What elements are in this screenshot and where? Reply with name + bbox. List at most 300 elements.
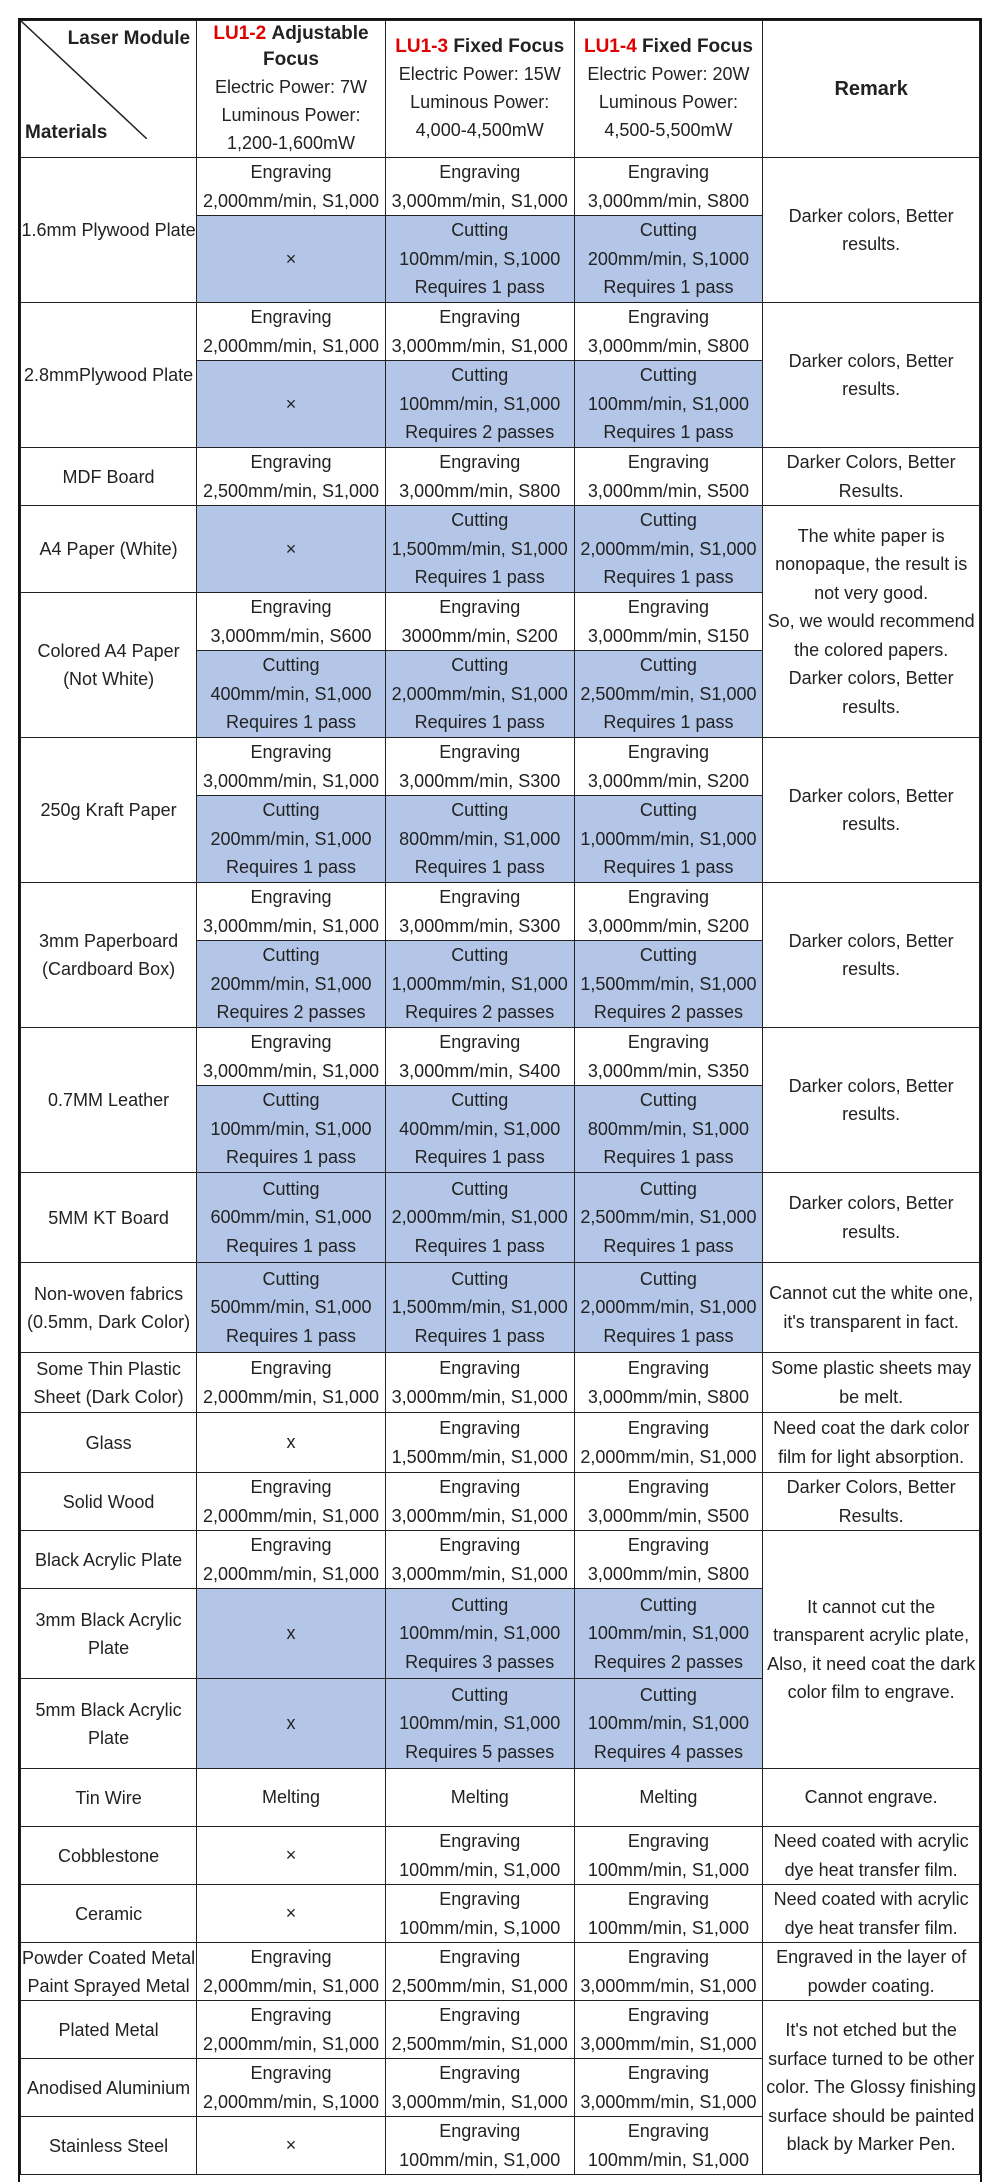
cell-text-line: 100mm/min, S1,000 <box>587 1917 749 1938</box>
table-row <box>21 738 980 796</box>
cell-text-line: Requires 1 pass <box>603 567 734 588</box>
header-corner-cell <box>21 21 197 158</box>
setting-cell <box>197 1173 386 1263</box>
setting-cell <box>574 1769 763 1827</box>
cell-text-line: 600mm/min, S1,000 <box>210 1207 372 1228</box>
cell-text-line: Powder Coated Metal <box>22 1947 196 1968</box>
cell-text-line: Engraving <box>250 1535 332 1555</box>
remark-cell <box>763 448 980 506</box>
cell-text-line: Engraving <box>250 1358 332 1378</box>
cell-text-line: transparent acrylic plate, <box>773 1625 970 1645</box>
cell-text-line: 200mm/min, S1,000 <box>210 973 372 994</box>
cell-text-line: The white paper is <box>797 525 945 546</box>
cell-text-line: the colored papers. <box>794 639 949 660</box>
cell-text-line: 5MM KT Board <box>48 1207 169 1228</box>
cell-text-line: Engraved in the layer of <box>776 1947 967 1967</box>
cell-text-line: Engraving <box>439 1947 521 1967</box>
setting-cell <box>385 1263 574 1353</box>
cell-text-line: Engraving <box>439 1032 521 1052</box>
material-name <box>21 1827 197 1885</box>
setting-cell <box>197 1473 386 1531</box>
setting-cell <box>574 1679 763 1769</box>
material-name <box>21 1263 197 1353</box>
cell-text-line: Engraving <box>627 1535 709 1555</box>
cell-text-line: 200mm/min, S,1000 <box>587 248 749 269</box>
cell-text-line: Darker Colors, Better <box>786 452 956 472</box>
settings-table-sheet <box>18 18 982 2182</box>
cell-text-line: Engraving <box>439 452 521 472</box>
cell-text-line: Engraving <box>627 162 709 182</box>
cell-text-line: Requires 2 passes <box>593 1651 743 1672</box>
cell-text-line: Engraving <box>627 452 709 472</box>
cell-text-line: results. <box>842 1104 901 1124</box>
cell-text-line: Engraving <box>627 2063 709 2083</box>
cell-text-line: × <box>285 393 297 414</box>
cell-text-line: Cutting <box>451 220 509 241</box>
material-name <box>21 1589 197 1679</box>
cell-text-line: 800mm/min, S1,000 <box>399 828 561 849</box>
setting-cell <box>385 158 574 216</box>
cell-text-line: 1,000mm/min, S1,000 <box>580 828 757 849</box>
cell-text-line: It's not etched but the <box>785 2020 957 2041</box>
table-row <box>21 2001 980 2059</box>
cell-text-line: 1.6mm Plywood Plate <box>21 220 196 240</box>
cell-text-line: Darker colors, Better <box>788 930 954 951</box>
setting-cell <box>385 2117 574 2175</box>
material-name <box>21 1413 197 1473</box>
setting-cell <box>197 303 386 361</box>
cell-text-line: results. <box>842 234 901 254</box>
cell-text-line: Engraving <box>627 1418 709 1438</box>
cell-text-line: Cutting <box>262 800 320 821</box>
cell-text-line: Cutting <box>639 1684 697 1705</box>
cell-text-line: 3,000mm/min, S1,000 <box>391 1505 568 1526</box>
cell-text-line: Engraving <box>439 742 521 762</box>
cell-text-line: Darker colors, Better <box>788 1193 954 1213</box>
cell-text-line: Requires 1 pass <box>603 422 734 443</box>
cell-text-line: Non-woven fabrics <box>34 1283 184 1304</box>
setting-cell <box>385 1473 574 1531</box>
setting-cell <box>574 1885 763 1943</box>
setting-cell <box>385 1769 574 1827</box>
material-name <box>21 2001 197 2059</box>
cell-text-line: 5mm Black Acrylic <box>35 1699 182 1720</box>
setting-cell <box>574 1028 763 1086</box>
cell-text-line: 3,000mm/min, S1,000 <box>391 1563 568 1584</box>
cell-text-line: Engraving <box>439 307 521 327</box>
cell-text-line: Darker colors, Better <box>788 1075 954 1096</box>
cell-text-line: Darker colors, Better <box>788 350 954 371</box>
cell-text-line: (Cardboard Box) <box>42 959 176 979</box>
setting-cell <box>574 1827 763 1885</box>
cell-text-line: 2.8mmPlywood Plate <box>24 365 194 385</box>
table-row <box>21 883 980 941</box>
material-name <box>21 2059 197 2117</box>
setting-cell <box>574 2059 763 2117</box>
cell-text-line: 2,000mm/min, S1,000 <box>580 1446 757 1467</box>
cell-text-line: Engraving <box>439 2005 521 2025</box>
cell-text-line: 800mm/min, S1,000 <box>587 1118 749 1139</box>
cell-text-line: 2,000mm/min, S1,000 <box>391 1207 568 1228</box>
cell-text-line: Requires 1 pass <box>414 1147 545 1168</box>
cell-text-line: 2,000mm/min, S1,000 <box>580 538 757 559</box>
cell-text-line: Engraving <box>250 307 332 327</box>
module-header-lu1-3 <box>385 21 574 158</box>
table-row <box>21 1353 980 1413</box>
cell-text-line: Requires 1 pass <box>225 857 357 878</box>
cell-text-line: Requires 2 passes <box>405 422 555 443</box>
cell-text-line: MDF Board <box>62 466 155 487</box>
cell-text-line: results. <box>842 1221 901 1242</box>
cell-text-line: 3,000mm/min, S400 <box>399 1060 561 1081</box>
cell-text-line: Engraving <box>627 1477 709 1497</box>
material-name <box>21 2117 197 2175</box>
cell-text-line: Engraving <box>250 2005 332 2025</box>
setting-cell <box>385 1028 574 1086</box>
cell-text-line: 1,000mm/min, S1,000 <box>391 973 568 994</box>
cell-text-line: Plated Metal <box>58 2019 159 2040</box>
cell-text-line: Engraving <box>250 1947 332 1967</box>
cell-text-line: 2,000mm/min, S1,000 <box>580 1297 757 1318</box>
remark-cell <box>763 158 980 303</box>
setting-cell <box>197 796 386 883</box>
cell-text-line: Engraving <box>250 162 332 182</box>
cell-text-line: Darker colors, Better <box>788 785 954 806</box>
laser-settings-table <box>20 20 980 2175</box>
cell-text-line: 100mm/min, S1,000 <box>587 1713 749 1734</box>
cell-text-line: Requires 5 passes <box>405 1741 555 1762</box>
cell-text-line: × <box>285 538 297 559</box>
cell-text-line: 3,000mm/min, S1,000 <box>580 2033 757 2054</box>
table-row <box>21 1531 980 1589</box>
setting-cell <box>197 2117 386 2175</box>
module-focus: Fixed Focus <box>642 36 753 57</box>
cell-text-line: Engraving <box>439 2063 521 2083</box>
cell-text-line: dye heat transfer film. <box>784 1859 958 1880</box>
cell-text-line: Cutting <box>451 365 509 386</box>
cell-text-line: 100mm/min, S1,000 <box>587 1859 749 1880</box>
remark-cell <box>763 738 980 883</box>
material-name <box>21 1531 197 1589</box>
setting-cell <box>574 448 763 506</box>
cell-text-line: 100mm/min, S1,000 <box>399 1859 561 1880</box>
cell-text-line: Colored A4 Paper <box>37 641 180 661</box>
setting-cell <box>197 1943 386 2001</box>
cell-text-line: Cutting <box>639 220 697 241</box>
cell-text-line: 100mm/min, S1,000 <box>399 393 561 414</box>
cell-text-line: 2,500mm/min, S1,000 <box>391 2033 568 2054</box>
cell-text-line: Requires 1 pass <box>603 1325 734 1346</box>
cell-text-line: Black Acrylic Plate <box>35 1549 183 1570</box>
table-row <box>21 1943 980 2001</box>
setting-cell <box>197 1827 386 1885</box>
cell-text-line: Cutting <box>451 1090 509 1111</box>
setting-cell <box>574 593 763 651</box>
cell-text-line: Engraving <box>439 1477 521 1497</box>
module-header-lu1-4 <box>574 21 763 158</box>
cell-text-line: Cutting <box>451 945 509 966</box>
cell-text-line: Glass <box>85 1432 132 1453</box>
cell-text-line: Engraving <box>627 1947 709 1967</box>
cell-text-line: Solid Wood <box>62 1491 155 1512</box>
cell-text-line: Cutting <box>262 945 320 966</box>
table-row <box>21 1173 980 1263</box>
cell-text-line: not very good. <box>814 582 929 603</box>
setting-cell <box>574 883 763 941</box>
setting-cell <box>574 1943 763 2001</box>
cell-text-line: Requires 1 pass <box>603 277 734 298</box>
setting-cell <box>574 796 763 883</box>
cell-text-line: It cannot cut the <box>807 1596 936 1617</box>
cell-text-line: 3,000mm/min, S1,000 <box>391 335 568 356</box>
setting-cell <box>385 303 574 361</box>
table-row <box>21 303 980 361</box>
cell-text-line: Requires 1 pass <box>603 1235 734 1256</box>
laser-module-label: Laser Module <box>67 28 191 49</box>
remark-header <box>763 21 980 158</box>
cell-text-line: Cutting <box>639 365 697 386</box>
cell-text-line: Requires 2 passes <box>216 1002 366 1023</box>
setting-cell <box>197 361 386 448</box>
cell-text-line: x <box>286 1623 296 1644</box>
remark-cell <box>763 1028 980 1173</box>
remark-cell <box>763 2001 980 2175</box>
setting-cell <box>385 1827 574 1885</box>
cell-text-line: Engraving <box>627 2121 709 2141</box>
module-power: Electric Power: 7W <box>214 77 368 97</box>
cell-text-line: Engraving <box>250 452 332 472</box>
cell-text-line: Engraving <box>627 2005 709 2025</box>
cell-text-line: Melting <box>450 1787 509 1808</box>
setting-cell <box>385 796 574 883</box>
cell-text-line: Cutting <box>451 1594 509 1615</box>
setting-cell <box>197 2001 386 2059</box>
cell-text-line: Stainless Steel <box>49 2135 169 2156</box>
cell-text-line: Melting <box>639 1787 698 1808</box>
material-name <box>21 1679 197 1769</box>
cell-text-line: 3,000mm/min, S500 <box>587 1505 749 1526</box>
cell-text-line: Engraving <box>439 1831 521 1851</box>
cell-text-line: Cutting <box>639 655 697 676</box>
cell-text-line: surface should be painted <box>768 2105 975 2126</box>
module-lum-value: 4,500-5,500mW <box>604 120 733 140</box>
cell-text-line: Plate <box>88 1637 130 1658</box>
module-lum-value: 4,000-4,500mW <box>415 120 544 140</box>
cell-text-line: Engraving <box>250 887 332 907</box>
cell-text-line: Engraving <box>627 307 709 327</box>
cell-text-line: Requires 1 pass <box>603 712 734 733</box>
cell-text-line: Engraving <box>439 1418 521 1438</box>
material-name <box>21 883 197 1028</box>
setting-cell <box>385 1531 574 1589</box>
cell-text-line: 100mm/min, S1,000 <box>210 1118 372 1139</box>
setting-cell <box>197 1413 386 1473</box>
cell-text-line: film for light absorption. <box>778 1446 965 1467</box>
remark-cell <box>763 1263 980 1353</box>
cell-text-line: 100mm/min, S1,000 <box>399 2149 561 2170</box>
cell-text-line: Cutting <box>262 655 320 676</box>
cell-text-line: Engraving <box>250 2063 332 2083</box>
cell-text-line: 2,500mm/min, S1,000 <box>580 1207 757 1228</box>
module-header-lu1-2 <box>197 21 386 158</box>
cell-text-line: Engraving <box>439 162 521 182</box>
cell-text-line: results. <box>842 959 901 979</box>
cell-text-line: 2,000mm/min, S1,000 <box>202 190 380 211</box>
setting-cell <box>197 651 386 738</box>
setting-cell <box>574 1589 763 1679</box>
cell-text-line: 3,000mm/min, S200 <box>587 770 749 791</box>
cell-text-line: 100mm/min, S,1000 <box>399 248 561 269</box>
cell-text-line: × <box>285 1845 297 1866</box>
cell-text-line: 2,000mm/min, S1,000 <box>202 2033 380 2054</box>
cell-text-line: 100mm/min, S1,000 <box>587 2149 749 2170</box>
cell-text-line: Requires 1 pass <box>414 1325 545 1346</box>
cell-text-line: 3,000mm/min, S1,000 <box>580 2091 757 2112</box>
cell-text-line: Requires 1 pass <box>603 857 734 878</box>
setting-cell <box>385 738 574 796</box>
table-row <box>21 1885 980 1943</box>
cell-text-line: Cutting <box>262 1268 320 1289</box>
cell-text-line: × <box>285 2135 297 2156</box>
cell-text-line: Requires 1 pass <box>414 712 545 733</box>
remark-cell <box>763 1885 980 1943</box>
cell-text-line: 3,000mm/min, S1,000 <box>202 915 380 936</box>
cell-text-line: 2,000mm/min, S,1000 <box>202 2091 380 2112</box>
module-code: LU1-4 <box>583 36 637 57</box>
cell-text-line: 200mm/min, S1,000 <box>210 828 372 849</box>
cell-text-line: 3,000mm/min, S300 <box>399 915 561 936</box>
cell-text-line: surface turned to be other <box>768 2048 975 2069</box>
cell-text-line: × <box>285 1903 297 1924</box>
cell-text-line: powder coating. <box>807 1975 935 1996</box>
cell-text-line: 1,500mm/min, S1,000 <box>580 973 757 994</box>
setting-cell <box>385 1885 574 1943</box>
cell-text-line: color. The Glossy finishing <box>766 2077 977 2098</box>
cell-text-line: Need coat the dark color <box>773 1418 970 1438</box>
cell-text-line: 3,000mm/min, S1,000 <box>202 770 380 791</box>
material-name <box>21 506 197 593</box>
setting-cell <box>574 1473 763 1531</box>
cell-text-line: Requires 2 passes <box>405 1002 555 1023</box>
material-name <box>21 1353 197 1413</box>
cell-text-line: results. <box>842 379 901 399</box>
remark-cell <box>763 883 980 1028</box>
material-name <box>21 1473 197 1531</box>
cell-text-line: Plate <box>88 1727 130 1748</box>
cell-text-line: Cutting <box>451 1684 509 1705</box>
cell-text-line: be melt. <box>839 1386 904 1407</box>
remark-cell <box>763 506 980 738</box>
cell-text-line: So, we would recommend <box>767 611 975 632</box>
remark-cell <box>763 1413 980 1473</box>
cell-text-line: Cutting <box>639 510 697 531</box>
cell-text-line: Cutting <box>639 800 697 821</box>
table-row <box>21 1413 980 1473</box>
setting-cell <box>574 1263 763 1353</box>
setting-cell <box>197 738 386 796</box>
module-lum-label: Luminous Power: <box>598 92 738 112</box>
cell-text-line: 2,500mm/min, S1,000 <box>580 683 757 704</box>
table-row <box>21 448 980 506</box>
table-row <box>21 1028 980 1086</box>
cell-text-line: Cannot engrave. <box>804 1787 938 1808</box>
cell-text-line: Engraving <box>250 1032 332 1052</box>
cell-text-line: 3,000mm/min, S800 <box>587 190 749 211</box>
table-row <box>21 1827 980 1885</box>
cell-text-line: Ceramic <box>75 1903 143 1924</box>
cell-text-line: 100mm/min, S1,000 <box>399 1713 561 1734</box>
table-row <box>21 1263 980 1353</box>
cell-text-line: Darker colors, Better <box>788 205 954 226</box>
setting-cell <box>574 1531 763 1589</box>
material-name <box>21 1943 197 2001</box>
material-name <box>21 303 197 448</box>
module-code: LU1-2 <box>213 23 267 44</box>
material-name <box>21 1173 197 1263</box>
cell-text-line: 3,000mm/min, S500 <box>587 480 749 501</box>
cell-text-line: 3,000mm/min, S350 <box>587 1060 749 1081</box>
cell-text-line: 250g Kraft Paper <box>40 800 177 820</box>
material-name <box>21 448 197 506</box>
setting-cell <box>197 448 386 506</box>
setting-cell <box>574 361 763 448</box>
setting-cell <box>197 1263 386 1353</box>
cell-text-line: Engraving <box>439 1889 521 1909</box>
module-power: Electric Power: 15W <box>398 64 561 84</box>
cell-text-line: 1,500mm/min, S1,000 <box>391 538 568 559</box>
setting-cell <box>385 593 574 651</box>
material-name <box>21 1769 197 1827</box>
setting-cell <box>385 651 574 738</box>
cell-text-line: 3,000mm/min, S1,000 <box>580 1975 757 1996</box>
setting-cell <box>385 1173 574 1263</box>
setting-cell <box>385 506 574 593</box>
table-row <box>21 1473 980 1531</box>
remark-cell <box>763 1827 980 1885</box>
setting-cell <box>385 1589 574 1679</box>
cell-text-line: Engraving <box>250 1477 332 1497</box>
module-focus: Adjustable Focus <box>263 23 369 70</box>
cell-text-line: black by Marker Pen. <box>786 2134 956 2155</box>
remark-cell <box>763 1531 980 1769</box>
cell-text-line: Engraving <box>250 597 332 617</box>
cell-text-line: 3,000mm/min, S150 <box>587 625 749 646</box>
cell-text-line: 100mm/min, S1,000 <box>587 1623 749 1644</box>
cell-text-line: 2,000mm/min, S1,000 <box>202 335 380 356</box>
cell-text-line: 2,500mm/min, S1,000 <box>202 480 380 501</box>
setting-cell <box>197 1769 386 1827</box>
setting-cell <box>197 2059 386 2117</box>
setting-cell <box>574 738 763 796</box>
cell-text-line: 1,500mm/min, S1,000 <box>391 1297 568 1318</box>
cell-text-line: Melting <box>261 1787 321 1808</box>
module-lum-label: Luminous Power: <box>410 92 550 112</box>
cell-text-line: Engraving <box>250 742 332 762</box>
cell-text-line: Requires 3 passes <box>405 1651 555 1672</box>
cell-text-line: it's transparent in fact. <box>783 1311 959 1332</box>
cell-text-line: 2,000mm/min, S1,000 <box>202 1563 380 1584</box>
table-row <box>21 506 980 593</box>
setting-cell <box>385 1679 574 1769</box>
setting-cell <box>197 1028 386 1086</box>
setting-cell <box>197 216 386 303</box>
cell-text-line: 3mm Black Acrylic <box>35 1609 182 1630</box>
cell-text-line: Requires 1 pass <box>414 277 545 298</box>
cell-text-line: 1,500mm/min, S1,000 <box>391 1446 568 1467</box>
cell-text-line: 3,000mm/min, S1,000 <box>202 1060 380 1081</box>
setting-cell <box>574 941 763 1028</box>
cell-text-line: Sheet (Dark Color) <box>33 1386 184 1407</box>
